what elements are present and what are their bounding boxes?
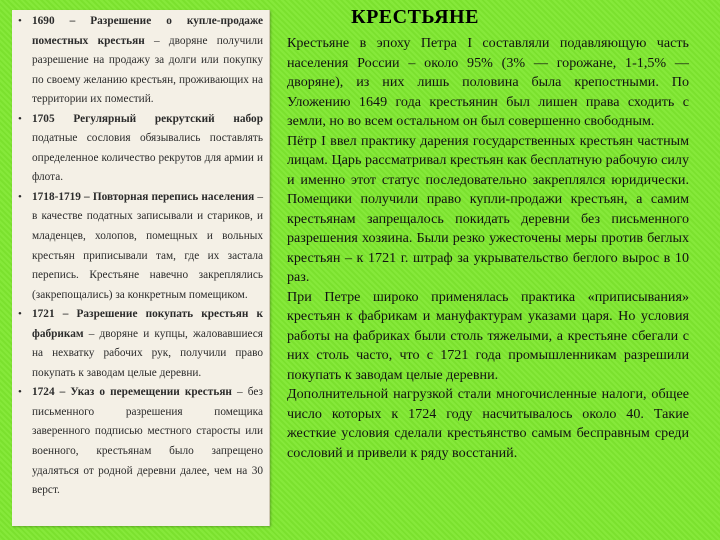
entry-year: 1721	[32, 308, 55, 321]
bullet-icon: •	[18, 190, 22, 203]
bullet-icon: •	[18, 386, 22, 399]
entry-year: 1724	[32, 386, 55, 399]
paragraph: Дополнительной нагрузкой стали многочисленные налоги, общее число которых к 1724 году насчитывалось около 40. Такие жесткие условия сделали крестьянство самым бесправным среди сословий и привели к ряду восстаний.	[287, 386, 689, 461]
entry-text: – дворяне получили разрешение на продажу за долги или покупку по своему желанию крестьян, проживающих на территории их поместий.	[32, 34, 263, 106]
paragraph: Пётр I ввел практику дарения государственных крестьян частным лицам. Царь рассматривал крестьян как бесплатную рабочую силу и именно этот статус последовательно закреплялся юридически. Помещики получили право купли-продажи крестьян, а самим крестьянам запрещалось покидать деревни без письменного разрешения хозяина. Были резко ужесточены меры против беглых крестьян – к 1721 г. штраф за укрывательство беглого вырос в 10 раз.	[287, 132, 689, 285]
entry-text: – без письменного разрешения помещика заверенного подписью местного старосты или военного, крестьянам было запрещено удаляться от родной деревни далее, чем на 30 верст.	[32, 386, 263, 497]
entry-heading: – Разрешение о купле-продаже поместных крестьян	[32, 15, 263, 47]
left-timeline-panel	[12, 10, 270, 526]
paragraph: При Петре широко применялась практика «приписывания» крестьян к фабрикам и мануфактурам указами царя. Но условия работы на фабриках были столь тяжелыми, а крестьяне сбегали с них столь часто, что с 1721 года промышленникам разрешили покупать к заводам целые деревни.	[287, 288, 689, 383]
timeline-entry-1724	[18, 383, 263, 500]
bullet-icon: •	[18, 112, 22, 125]
entry-year: 1718-1719	[32, 190, 81, 203]
timeline-entry-1721	[18, 305, 263, 383]
entry-heading: – Разрешение покупать крестьян к фабрикам	[32, 308, 263, 340]
slide-title: КРЕСТЬЯНЕ	[351, 6, 479, 28]
timeline-entry-1718	[18, 188, 263, 305]
timeline-entry-1690	[18, 12, 263, 110]
bullet-icon: •	[18, 308, 22, 321]
entry-year: 1705	[32, 112, 55, 125]
timeline-entry-1705	[18, 110, 263, 188]
entry-text: – дворяне и купцы, жаловавшиеся на нехватку рабочих рук, получили право покупать к заводам целые деревни.	[32, 327, 263, 379]
entry-heading: – Указ о перемещении крестьян	[54, 386, 232, 399]
main-text	[287, 34, 689, 463]
entry-text: – в качестве податных записывали и стариков, и младенцев, холопов, помещных и вольных крестьян приписывали там, где их застала перепись. Крестьяне навечно закреплялись (закрепощались) за конкретным помещиком.	[32, 190, 263, 301]
bullet-icon: •	[18, 15, 22, 27]
entry-heading: – Повторная перепись населения	[80, 190, 255, 203]
paragraph: Крестьяне в эпоху Петра I составляли подавляющую часть населения России – около 95% (3% — горожане, 1-1,5% — дворяне), из них лишь половина была крепостными. По Уложению 1649 года крестьянин был лишен права сходить с земли, но во всем остальном он был совершенно свободным.	[287, 35, 689, 129]
entry-heading: Регулярный рекрутский набор	[54, 112, 263, 125]
entry-year: 1690	[32, 15, 55, 27]
entry-text: податные сословия обязывались поставлять определенное количество рекрутов для армии и флота.	[32, 132, 263, 184]
